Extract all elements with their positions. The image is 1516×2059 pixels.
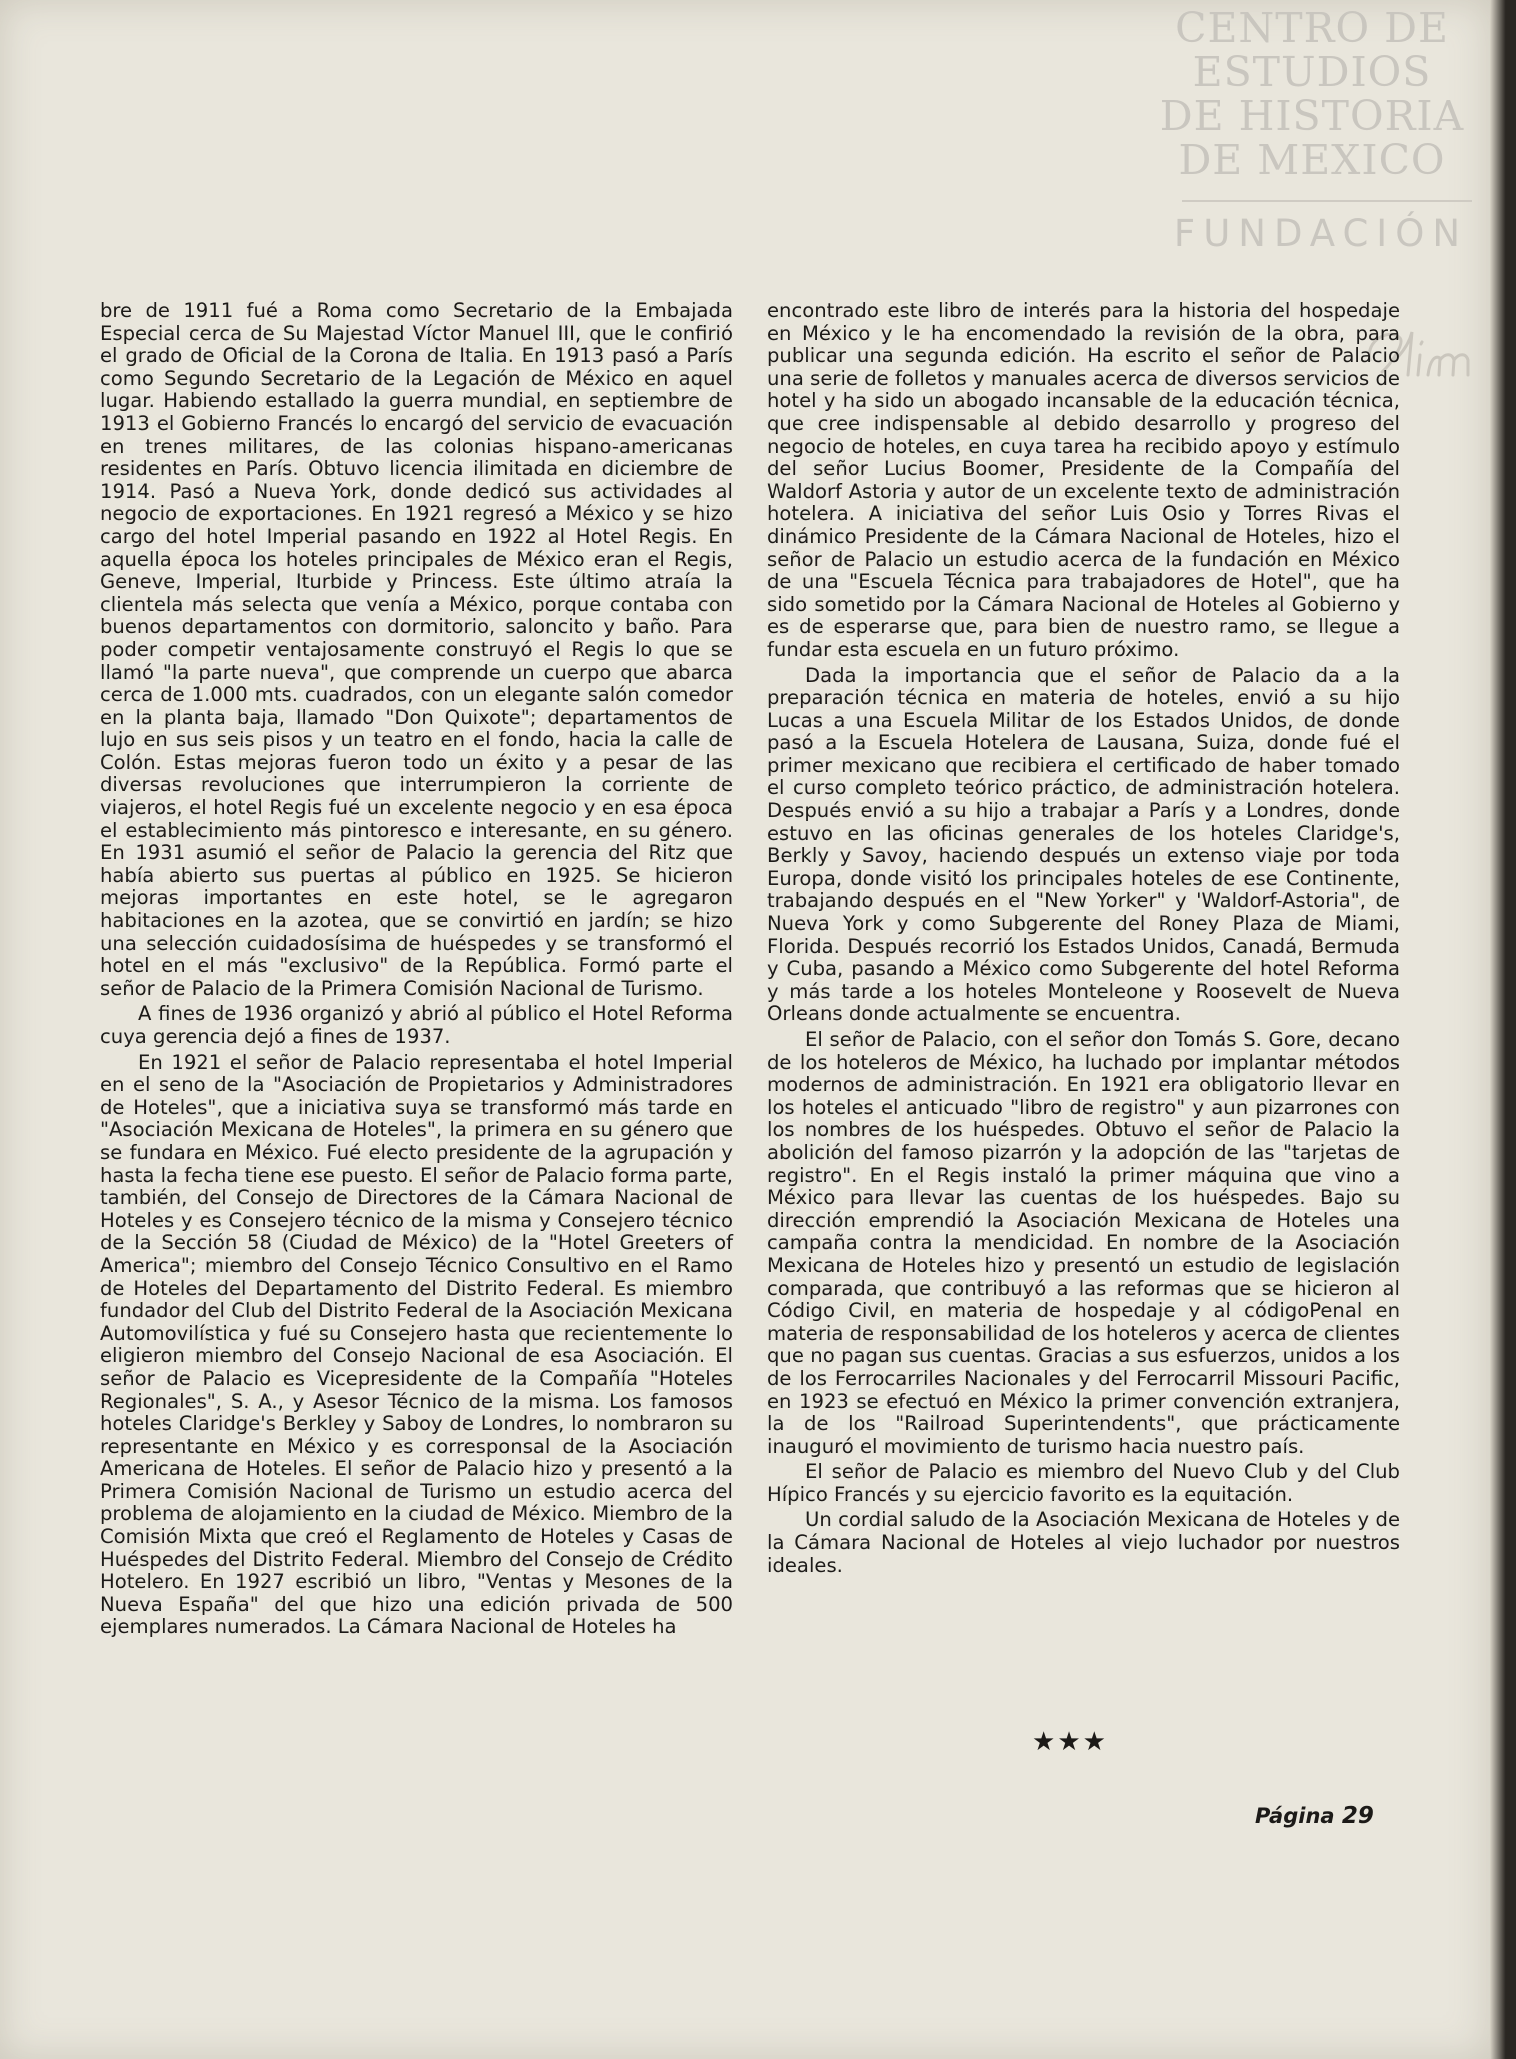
- watermark-foundation: FUNDACIÓN: [1173, 212, 1468, 255]
- page-number: [1255, 1803, 1374, 1829]
- paragraph: Dada la importancia que el señor de Palacio da a la preparación técnica en materia de hoteles, envió a su hijo Lucas a una Escuela Militar de los Estados Unidos, de donde pasó a la Escuela Hotelera de Lausana, Suiza, donde fué el primer mexicano que recibiera el certificado de haber tomado el curso completo teórico práctico, de administración hotelera. Después envió a su hijo a trabajar a París y a Londres, donde estuvo en las oficinas generales de los hoteles Claridge's, Berkly y Savoy, haciendo después un extenso viaje por toda Europa, donde visitó los principales hoteles de ese Continente, trabajando después en el "New Yorker" y 'Waldorf-Astoria", de Nueva York y como Subgerente del Roney Plaza de Miami, Florida. Después recorrió los Estados Unidos, Canadá, Bermuda y Cuba, pasando a México como Subgerente del hotel Reforma y más tarde a los hoteles Monteleone y Roosevelt de Nueva Orleans donde actualmente se encuentra.: [767, 663, 1400, 1026]
- watermark-line: CENTRO DE: [1175, 4, 1449, 52]
- paragraph: El señor de Palacio es miembro del Nuevo Club y del Club Hípico Francés y su ejercicio favorito es la equitación.: [767, 1460, 1400, 1506]
- watermark-line: DE HISTORIA: [1159, 92, 1465, 140]
- watermark-divider: [1182, 200, 1472, 202]
- watermark-line: ESTUDIOS: [1192, 48, 1432, 96]
- paragraph: En 1921 el señor de Palacio representaba el hotel Imperial en el seno de la "Asociación de Propietarios y Administradores de Hoteles", que a iniciativa suya se transformó más tarde en "Asociación Mexicana de Hoteles", la primera en su género que se fundara en México. Fué electo presidente de la agrupación y hasta la fecha tiene ese puesto. El señor de Palacio forma parte, también, del Consejo de Directores de la Cámara Nacional de Hoteles y es Consejero técnico de la misma y Consejero técnico de la Sección 58 (Ciudad de México) de la "Hotel Greeters of America"; miembro del Consejo Técnico Consultivo en el Ramo de Hoteles del Departamento del Distrito Federal. Es miembro fundador del Club del Distrito Federal de la Asociación Mexicana Automovilística y fué su Consejero hasta que recientemente lo eligieron miembro del Consejo Nacional de esa Asociación. El señor de Palacio es Vicepresidente de la Compañía "Hoteles Regionales", S. A., y Asesor Técnico de la misma. Los famosos hoteles Claridge's Berkley y Saboy de Londres, lo nombraron su representante en México y es corresponsal de la Asociación Americana de Hoteles. El señor de Palacio hizo y presentó a la Primera Comisión Nacional de Turismo un estudio acerca del problema de alojamiento en la ciudad de México. Miembro de la Comisión Mixta que creó el Reglamento de Hoteles y Casas de Huéspedes del Distrito Federal. Miembro del Consejo de Crédito Hotelero. En 1927 escribió un libro, "Ventas y Mesones de la Nueva España" del que hizo una edición privada de 500 ejemplares numerados. La Cámara Nacional de Hoteles ha: [100, 1050, 733, 1639]
- page-label: Página: [1255, 1804, 1335, 1828]
- watermark-line: DE MEXICO: [1178, 136, 1446, 184]
- page-number-value: 29: [1341, 1803, 1374, 1829]
- left-column: [100, 300, 733, 1639]
- section-end-ornament: ★★★: [1032, 1727, 1108, 1757]
- paragraph: A fines de 1936 organizó y abrió al público el Hotel Reforma cuya gerencia dejó a fines de 1937.: [100, 1002, 733, 1048]
- paragraph: bre de 1911 fué a Roma como Secretario de la Embajada Especial cerca de Su Majestad Víctor Manuel III, que le confirió el grado de Oficial de la Corona de Italia. En 1913 pasó a París como Segundo Secretario de la Legación de México en aquel lugar. Habiendo estallado la guerra mundial, en septiembre de 1913 el Gobierno Francés lo encargó del servicio de evacuación en trenes militares, de las colonias hispano-americanas residentes en París. Obtuvo licencia ilimitada en diciembre de 1914. Pasó a Nueva York, donde dedicó sus actividades al negocio de exportaciones. En 1921 regresó a México y se hizo cargo del hotel Imperial pasando en 1922 al Hotel Regis. En aquella época los hoteles principales de México eran el Regis, Geneve, Imperial, Iturbide y Princess. Este último atraía la clientela más selecta que venía a México, porque contaba con buenos departamentos con dormitorio, saloncito y baño. Para poder competir ventajosamente construyó el Regis lo que se llamó "la parte nueva", que comprende un cuerpo que abarca cerca de 1.000 mts. cuadrados, con un elegante salón comedor en la planta baja, llamado "Don Quixote"; departamentos de lujo en sus seis pisos y un teatro en el fondo, hacia la calle de Colón. Estas mejoras fueron todo un éxito y a pesar de las diversas revoluciones que interrumpieron la corriente de viajeros, el hotel Regis fué un excelente negocio y en esa época el establecimiento más pintoresco e interesante, en su género. En 1931 asumió el señor de Palacio la gerencia del Ritz que había abierto sus puertas al público en 1925. Se hicieron mejoras importantes en este hotel, se le agregaron habitaciones en la azotea, que se convirtió en jardín; se hizo una selección cuidadosísima de huéspedes y se transformó el hotel en el más "exclusivo" de la República. Formó parte el señor de Palacio de la Primera Comisión Nacional de Turismo.: [100, 299, 733, 1000]
- right-column: [767, 300, 1400, 1577]
- paragraph: encontrado este libro de interés para la historia del hospedaje en México y le ha encomendado la revisión de la obra, para publicar una segunda edición. Ha escrito el señor de Palacio una serie de folletos y manuales acerca de diversos servicios de hotel y ha sido un abogado incansable de la educación técnica, que cree indispensable al debido desarrollo y progreso del negocio de hoteles, en cuya tarea ha recibido apoyo y estímulo del señor Lucius Boomer, Presidente de la Compañía del Waldorf Astoria y autor de un excelente texto de administración hotelera. A iniciativa del señor Luis Osio y Torres Rivas el dinámico Presidente de la Cámara Nacional de Hoteles, hizo el señor de Palacio un estudio acerca de la fundación en México de una "Escuela Técnica para trabajadores de Hotel", que ha sido sometido por la Cámara Nacional de Hoteles al Gobierno y es de esperarse que, para bien de nuestro ramo, se llegue a fundar esta escuela en un futuro próximo.: [767, 299, 1400, 661]
- archive-watermark: [1152, 6, 1472, 255]
- paragraph: Un cordial saludo de la Asociación Mexicana de Hoteles y de la Cámara Nacional de Hoteles al viejo luchador por nuestros ideales.: [767, 1508, 1400, 1577]
- paragraph: El señor de Palacio, con el señor don Tomás S. Gore, decano de los hoteleros de México, ha luchado por implantar métodos modernos de administración. En 1921 era obligatorio llevar en los hoteles el anticuado "libro de registro" y aun pizarrones con los nombres de los huéspedes. Obtuvo el señor de Palacio la abolición del famoso pizarrón y la adopción de las "tarjetas de registro". En el Regis instaló la primer máquina que vino a México para llevar las cuentas de los huéspedes. Bajo su dirección emprendió la Asociación Mexicana de Hoteles una campaña contra la mendicidad. En nombre de la Asociación Mexicana de Hoteles hizo y presentó un estudio de legislación comparada, que contribuyó a las reformas que se hicieron al Código Civil, en materia de hospedaje y al códigoPenal en materia de responsabilidad de los hoteleros y acerca de clientes que no pagan sus cuentas. Gracias a sus esfuerzos, unidos a los de los Ferrocarriles Nacionales y del Ferrocarril Missouri Pacific, en 1923 se efectuó en México la primer convención extranjera, la de los "Railroad Superintendents", que prácticamente inauguró el movimiento de turismo hacia nuestro país.: [767, 1028, 1400, 1458]
- page-edge: [1490, 0, 1516, 2059]
